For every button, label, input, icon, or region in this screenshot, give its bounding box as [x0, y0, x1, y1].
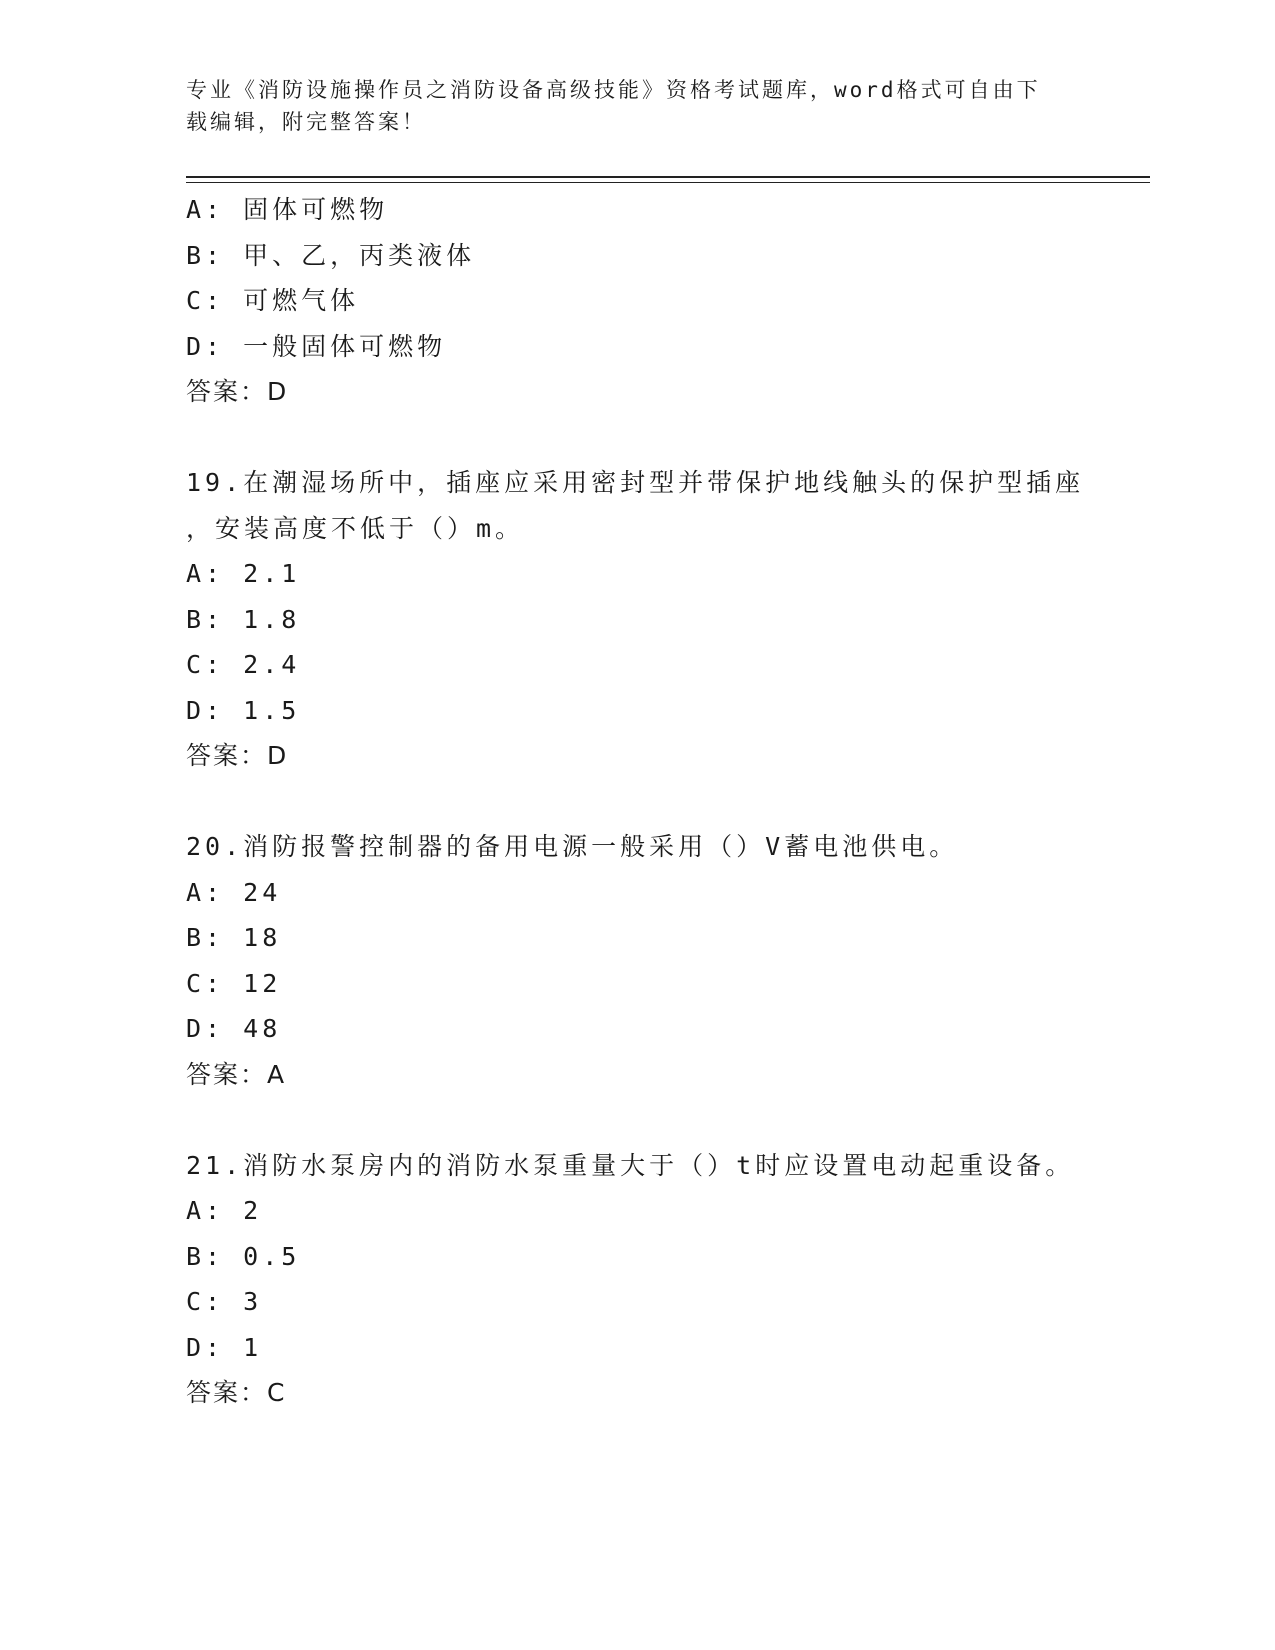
option-c: C: 12	[186, 968, 282, 998]
option-a: A: 2.1	[186, 559, 301, 588]
question-text: 20.消防报警控制器的备用电源一般采用（）V蓄电池供电。	[186, 832, 959, 861]
spacer	[186, 779, 1106, 825]
question-21	[186, 1143, 1106, 1416]
option-b: B: 0.5	[186, 1241, 301, 1271]
question-text-line-2: ，安装高度不低于（）m。	[186, 513, 525, 543]
option-c: C: 3	[186, 1287, 263, 1316]
option-b: B: 18	[186, 923, 282, 952]
option-a: A: 24	[186, 877, 282, 907]
question-18	[186, 187, 1106, 415]
option-c: C: 可燃气体	[186, 286, 360, 315]
header-line-1: 专业《消防设施操作员之消防设备高级技能》资格考试题库，word格式可自由下	[186, 78, 1041, 102]
question-text-line-1: 19.在潮湿场所中，插座应采用密封型并带保护地线触头的保护型插座	[186, 468, 1085, 497]
answer: 答案：C	[186, 1378, 287, 1407]
option-d: D: 1.5	[186, 695, 301, 725]
question-19	[186, 460, 1106, 779]
option-c: C: 2.4	[186, 650, 301, 679]
spacer	[186, 1097, 1106, 1143]
answer: 答案：D	[186, 377, 289, 406]
header-divider-thick	[186, 176, 1150, 178]
question-list	[186, 187, 1106, 1416]
answer: 答案：D	[186, 741, 289, 770]
answer: 答案：A	[186, 1059, 287, 1089]
option-a: A: 固体可燃物	[186, 195, 389, 224]
option-d: D: 48	[186, 1014, 282, 1043]
document-header	[186, 74, 1086, 138]
option-a: A: 2	[186, 1196, 263, 1225]
question-text: 21.消防水泵房内的消防水泵重量大于（）t时应设置电动起重设备。	[186, 1150, 1075, 1180]
option-d: D: 1	[186, 1332, 263, 1362]
header-divider-thin	[186, 182, 1150, 183]
question-20	[186, 824, 1106, 1097]
option-b: B: 1.8	[186, 604, 301, 634]
spacer	[186, 415, 1106, 461]
option-d: D: 一般固体可燃物	[186, 331, 447, 361]
header-line-2: 载编辑，附完整答案！	[186, 110, 426, 134]
option-b: B: 甲、乙，丙类液体	[186, 240, 476, 270]
